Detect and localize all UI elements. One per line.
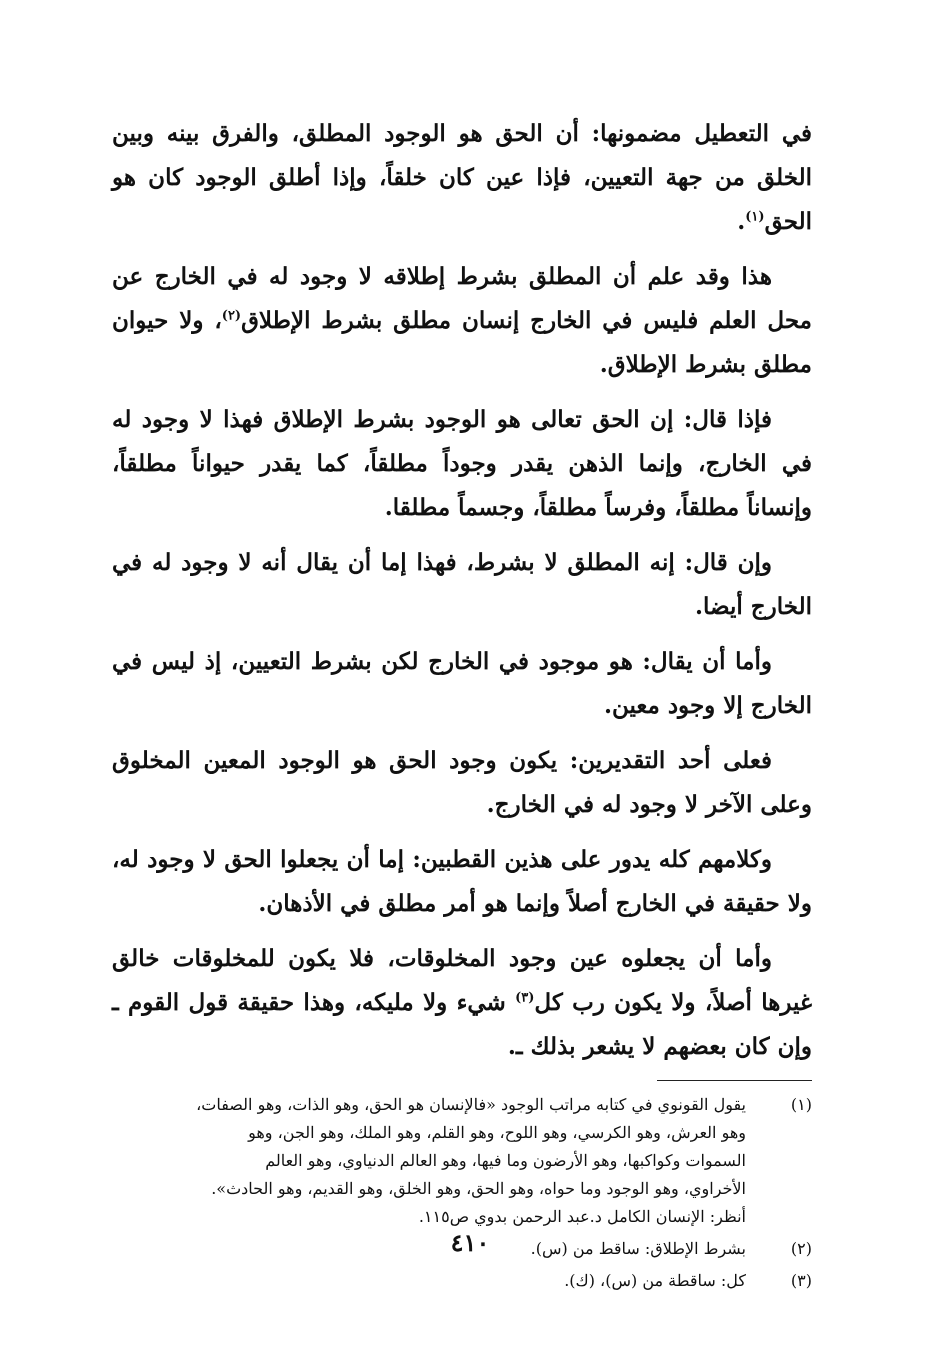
footnote-ref-1: (١) bbox=[745, 209, 765, 225]
paragraph-1 bbox=[112, 112, 812, 244]
footnote-3 bbox=[112, 1267, 812, 1295]
paragraph-2 bbox=[112, 255, 812, 387]
paragraph-8 bbox=[112, 937, 812, 1069]
footnote-line: السموات وكواكبها، وهو الأرضون وما فيها، وهو العالم الدنياوي، وهو العالم bbox=[265, 1151, 746, 1170]
paragraph-6: فعلى أحد التقديرين: يكون وجود الحق هو الوجود المعين المخلوق وعلى الآخر لا وجود له في الخارج. bbox=[112, 747, 812, 818]
footnote-number: (٢) bbox=[790, 1239, 812, 1258]
footnotes bbox=[112, 1091, 812, 1295]
footnote-ref-3: (٣) bbox=[515, 990, 535, 1006]
paragraph-8-end: شيء ولا مليكه، وهذا حقيقة قول القوم ـ وإن كان بعضهم لا يشعر بذلك ـ. bbox=[112, 989, 812, 1060]
paragraph-4: وإن قال: إنه المطلق لا بشرط، فهذا إما أن يقال أنه لا وجود له في الخارج أيضا. bbox=[112, 549, 812, 620]
footnote-text bbox=[112, 1267, 746, 1295]
page-number: ٤١٠ bbox=[450, 1228, 490, 1257]
footnote-number: (١) bbox=[790, 1095, 812, 1114]
footnote-line: بشرط الإطلاق: ساقط من (س). bbox=[530, 1239, 746, 1258]
paragraph-1-end: . bbox=[737, 208, 746, 235]
paragraph-5: وأما أن يقال: هو موجود في الخارج لكن بشرط التعيين، إذ ليس في الخارج إلا وجود معين. bbox=[112, 648, 812, 719]
paragraph-1-text: في التعطيل مضمونها: أن الحق هو الوجود المطلق، والفرق بينه وبين الخلق من جهة التعيين، فإذا عين كان خلقاً، وإذا أطلق الوجود كان هو الحق bbox=[112, 120, 812, 235]
paragraph-7: وكلامهم كله يدور على هذين القطبين: إما أن يجعلوا الحق لا وجود له، ولا حقيقة في الخارج أصلاً وإنما هو أمر مطلق في الأذهان. bbox=[112, 846, 812, 917]
footnote-text bbox=[112, 1091, 746, 1231]
footnote-line: الأخراوي، وهو الوجود وما حواه، وهو الحق، وهو الخلق، وهو القديم، وهو الحادث». bbox=[211, 1179, 746, 1198]
footnote-line: كل: ساقطة من (س)، (ك). bbox=[564, 1271, 746, 1290]
footnote-line: يقول القونوي في كتابه مراتب الوجود «فالإنسان هو الحق، وهو الذات، وهو الصفات، bbox=[196, 1095, 746, 1114]
paragraph-3: فإذا قال: إن الحق تعالى هو الوجود بشرط الإطلاق فهذا لا وجود له في الخارج، وإنما الذهن يقدر وجوداً مطلقاً، كما يقدر حيواناً مطلقاً، وإنساناً مطلقاً، وفرساً مطلقاً، وجسماً مطلقا. bbox=[112, 406, 812, 521]
main-text bbox=[112, 112, 812, 1069]
paragraph-2-end: ، ولا حيوان مطلق بشرط الإطلاق. bbox=[112, 307, 812, 378]
page-content bbox=[112, 112, 812, 1299]
footnote-divider bbox=[657, 1080, 812, 1081]
paragraph-2-text: هذا وقد علم أن المطلق بشرط إطلاقه لا وجود له في الخارج عن محل العلم فليس في الخارج إنسان مطلق بشرط الإطلاق bbox=[112, 263, 812, 334]
paragraph-8-text: وأما أن يجعلوه عين وجود المخلوقات، فلا يكون للمخلوقات خالق غيرها أصلاً، ولا يكون رب كل bbox=[112, 945, 812, 1016]
footnote-number: (٣) bbox=[790, 1271, 812, 1290]
footnote-line: أنظر: الإنسان الكامل د.عبد الرحمن بدوي ص١١٥. bbox=[418, 1207, 746, 1226]
footnote-1 bbox=[112, 1091, 812, 1231]
footnote-ref-2: (٢) bbox=[221, 308, 242, 324]
footnote-line: وهو العرش، وهو الكرسي، وهو اللوح، وهو القلم، وهو الملك، وهو الجن، وهو bbox=[248, 1123, 746, 1142]
